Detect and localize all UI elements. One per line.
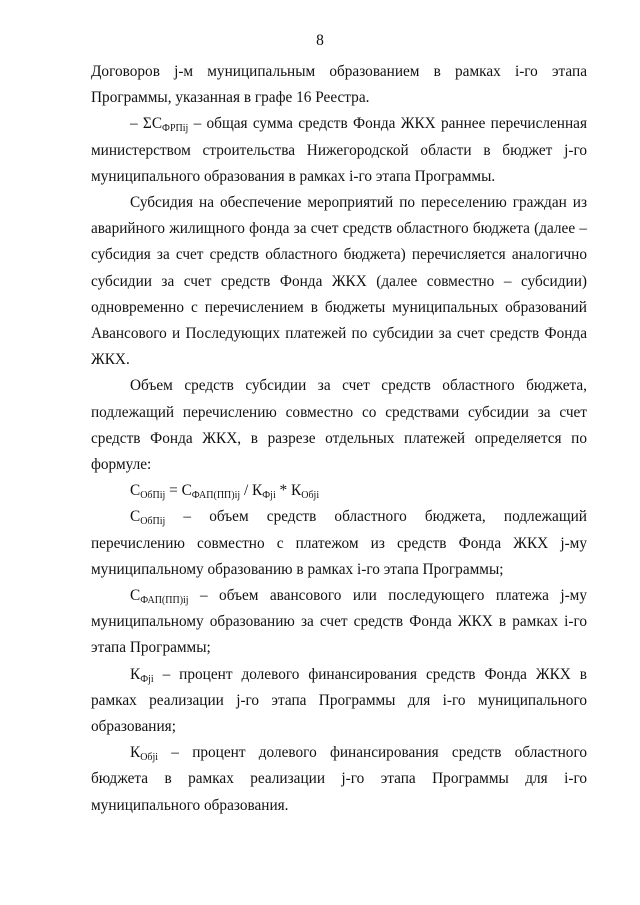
paragraph-p5 (91, 478, 587, 504)
paragraph-p3 (91, 190, 587, 373)
text-run: Объем средств субсидии за счет средств областного бюджета, подлежащий перечислению совместно со средствами субсидии за счет средств Фонда ЖКХ, в разрезе отдельных платежей определяется по формуле: (91, 377, 587, 474)
text-run: С (130, 587, 141, 605)
text-run: – общая сумма средств Фонда ЖКХ раннее перечисленная министерством строительства Нижегородской области в бюджет j-го муниципального образования в рамках i-го этапа Программы. (91, 115, 587, 185)
paragraph-p2 (91, 111, 587, 190)
text-run: С (130, 482, 141, 500)
paragraph-p6 (91, 504, 587, 583)
text-run: / К (240, 482, 263, 500)
text-run: – объем средств областного бюджета, подлежащий перечислению совместно с платежом из средств Фонда ЖКХ j-му муниципальному образованию в рамках i-го этапа Программы; (91, 508, 587, 578)
subscript: ФАП(ПП)ij (140, 595, 189, 607)
text-run: С (130, 508, 141, 526)
text-run: К (130, 665, 141, 683)
text-run: Субсидия на обеспечение мероприятий по переселению граждан из аварийного жилищного фонда за счет средств областного бюджета (далее – субсидия за счет средств областного бюджета) перечисляется аналогично субсидии за счет средств Фонда ЖКХ (далее совместно – субсидии) одновременно с перечислением в бюджеты муниципальных образований Авансового и Последующих платежей по субсидии за счет средств Фонда ЖКХ. (91, 194, 587, 369)
subscript: ОбПij (140, 516, 166, 528)
subscript: ФРПij (162, 123, 189, 135)
text-run: * К (275, 482, 302, 500)
text-run: – процент долевого финансирования средств областного бюджета в рамках реализации j-го этапа Программы для i-го муниципального образования. (91, 744, 587, 814)
text-run: – объем авансового или последующего платежа j-му муниципальному образованию за счет средств Фонда ЖКХ в рамках i-го этапа Программы; (91, 587, 587, 657)
document-body (91, 59, 587, 819)
paragraph-p9 (91, 740, 587, 819)
subscript: ОбПij (140, 490, 166, 502)
paragraph-p1 (91, 59, 587, 111)
text-run: = С (165, 482, 192, 500)
subscript: Обji (140, 752, 159, 764)
subscript: Фji (140, 673, 154, 685)
text-run: – процент долевого финансирования средств Фонда ЖКХ в рамках реализации j-го этапа Программы для i-го муниципального образования; (91, 665, 587, 736)
text-run: – ΣС (130, 115, 163, 133)
paragraph-p4 (91, 373, 587, 478)
page-number: 8 (316, 32, 324, 49)
subscript: Фji (262, 490, 276, 502)
text-run: К (130, 744, 141, 762)
paragraph-p7 (91, 583, 587, 662)
subscript: ФАП(ПП)ij (191, 490, 241, 502)
paragraph-p8 (91, 662, 587, 741)
text-run: Договоров j-м муниципальным образованием в рамках i-го этапа Программы, указанная в графе 16 Реестра. (91, 63, 587, 107)
subscript: Обji (301, 490, 320, 502)
